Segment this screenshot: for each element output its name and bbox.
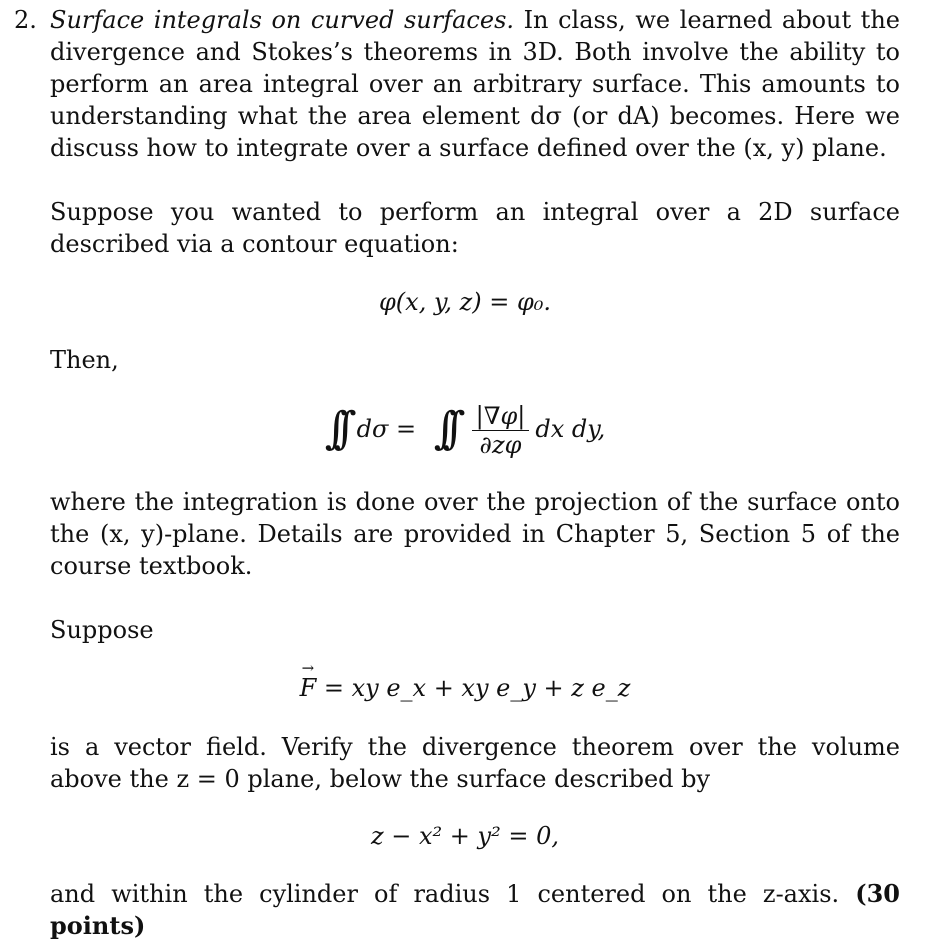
fraction-numerator: |∇φ|: [472, 402, 530, 431]
points-label: (30 points): [50, 879, 900, 940]
problem-number: 2.: [14, 6, 37, 34]
problem-title: Surface integrals on curved surfaces.: [50, 6, 515, 34]
contour-equation: φ(x, y, z) = φ₀.: [378, 288, 552, 316]
eq2-left: dσ =: [356, 415, 417, 443]
contour-paragraph: Suppose you wanted to perform an integral over a 2D surface described via a contour equation:: [50, 198, 900, 258]
area-element-equation: [0, 402, 930, 459]
then-text: Then,: [50, 346, 119, 374]
vector-F: → F: [300, 672, 317, 704]
gradient-fraction: [472, 402, 530, 459]
projection-paragraph: where the integration is done over the projection of the surface onto the (x, y)-plane. Details are provided in Chapter 5, Section 5 of the course textbook.: [50, 488, 900, 580]
double-integral-symbol-2: ∫∫: [433, 402, 452, 454]
fraction-denominator: ∂zφ: [479, 431, 522, 459]
eq2-right: dx dy,: [535, 415, 606, 443]
double-integral-symbol: ∫∫: [324, 402, 343, 454]
intro-text: In class, we learned about the divergence and Stokes’s theorems in 3D. Both involve the ability to perform an area integral over an arbitrary surface. This amounts to understanding what the area element dσ (or dA) becomes. Here we discuss how to integrate over a surface defined over the (x, y) plane.: [50, 6, 900, 162]
vector-field-rhs: = xy e_x + xy e_y + z e_z: [316, 674, 631, 702]
divergence-paragraph: is a vector field. Verify the divergence theorem over the volume above the z = 0 plane, below the surface described by: [50, 733, 900, 793]
cylinder-paragraph: [50, 878, 900, 942]
intro-paragraph: [50, 4, 900, 164]
surface-equation: z − x² + y² = 0,: [371, 822, 559, 850]
suppose-text: Suppose: [50, 616, 154, 644]
cylinder-text: and within the cylinder of radius 1 centered on the z-axis.: [50, 880, 840, 908]
vector-field-equation: [0, 672, 930, 704]
